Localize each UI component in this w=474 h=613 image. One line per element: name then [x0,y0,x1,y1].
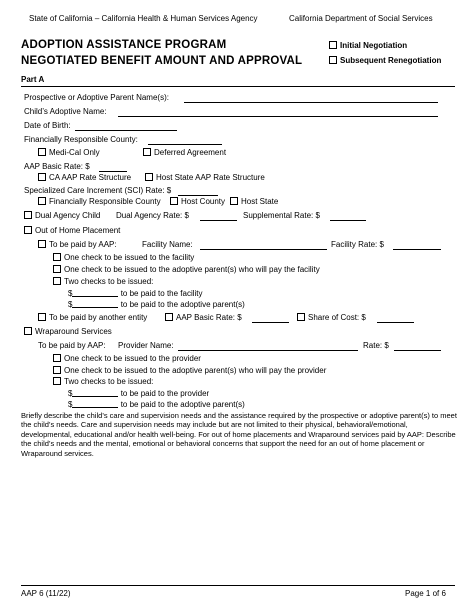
facility-rate-field[interactable] [393,249,441,250]
parent-amount-facility-field[interactable] [72,299,118,308]
medi-cal-option[interactable] [38,148,100,158]
parent-amount-facility-row [68,299,245,310]
out-of-home-label: Out of Home Placement [35,226,121,235]
provider-rate-label: Rate: $ [363,341,389,350]
paid-to-parent-label: to be paid to the adoptive parent(s) [120,400,245,409]
parent-amount-provider-field[interactable] [72,399,118,408]
one-check-parent-facility-checkbox[interactable] [53,265,61,273]
sci-rate-field[interactable] [178,195,218,196]
share-of-cost-label: Share of Cost: $ [308,313,366,322]
facility-rate-label: Facility Rate: $ [331,240,384,249]
child-name-label: Child’s Adoptive Name: [24,107,107,116]
department-header: California Department of Social Services [289,14,433,23]
one-check-parent-provider-label: One check to be issued to the adoptive parent(s) who will pay the provider [64,366,327,375]
dob-label: Date of Birth: [24,121,71,130]
paid-to-facility-label: to be paid to the facility [120,289,203,298]
dollar-sign: $ [68,389,73,398]
needs-description-instructions: Briefly describe the child’s care and supervision needs and the assistance required by the prospective or adoptive parent(s) to meet the child’s needs. Care and supervision needs may include but are not limited to their physical, behavioral/emotional, developmental, educational and/or health well-being. For out of home placements and Wraparound services paid by AAP: Describe the child’s needs and the mental, emotional or behavioral concerns that support the need for an out of home placement or Wraparound services. [21,411,457,458]
host-state-checkbox[interactable] [230,197,238,205]
agency-header: State of California – California Health & Human Services Agency [29,14,258,23]
facility-paid-by-aap-label: To be paid by AAP: [49,240,117,249]
dual-agency-checkbox[interactable] [24,211,32,219]
provider-name-label: Provider Name: [118,341,174,350]
provider-amount-field[interactable] [72,388,118,397]
supplemental-rate-field[interactable] [330,220,366,221]
host-state-rate-label: Host State AAP Rate Structure [156,173,265,182]
supplemental-rate-label: Supplemental Rate: $ [243,211,320,220]
medi-cal-checkbox[interactable] [38,148,46,156]
paid-to-provider-label: to be paid to the provider [120,389,210,398]
dollar-sign: $ [68,300,73,309]
host-county-label: Host County [181,197,226,206]
share-of-cost-checkbox[interactable] [297,313,305,321]
ca-aap-rate-checkbox[interactable] [38,173,46,181]
subsequent-renegotiation-checkbox[interactable] [329,56,337,64]
parent-names-label: Prospective or Adoptive Parent Name(s): [24,93,169,102]
host-state-label: Host State [241,197,279,206]
two-checks-facility-checkbox[interactable] [53,277,61,285]
dollar-sign: $ [68,289,73,298]
host-state-option[interactable] [230,197,278,207]
two-checks-facility-label: Two checks to be issued: [64,277,154,286]
form-title-line1: ADOPTION ASSISTANCE PROGRAM [21,39,227,51]
provider-rate-field[interactable] [394,350,441,351]
paid-by-another-checkbox[interactable] [38,313,46,321]
fin-resp-county-checkbox[interactable] [38,197,46,205]
provider-amount-row [68,388,209,399]
form-id: AAP 6 (11/22) [21,589,71,598]
one-check-parent-facility-option[interactable] [53,265,320,275]
facility-paid-by-aap-checkbox[interactable] [38,240,46,248]
out-of-home-option[interactable] [24,226,120,236]
part-a-rule [21,86,455,87]
provider-name-field[interactable] [178,350,358,351]
one-check-facility-checkbox[interactable] [53,253,61,261]
host-county-option[interactable] [170,197,225,207]
dual-agency-rate-field[interactable] [200,220,237,221]
deferred-agreement-label: Deferred Agreement [154,148,227,157]
host-state-rate-option[interactable] [145,173,265,183]
facility-name-field[interactable] [200,249,327,250]
out-of-home-checkbox[interactable] [24,226,32,234]
aap-basic-rate-field[interactable] [99,171,127,172]
paid-by-another-label: To be paid by another entity [49,313,148,322]
initial-negotiation-option[interactable] [329,41,407,51]
two-checks-provider-option[interactable] [53,377,153,387]
facility-name-label: Facility Name: [142,240,193,249]
initial-negotiation-label: Initial Negotiation [340,41,408,50]
one-check-facility-option[interactable] [53,253,194,263]
host-county-checkbox[interactable] [170,197,178,205]
subsequent-renegotiation-option[interactable] [329,56,441,66]
paid-to-parent-label: to be paid to the adoptive parent(s) [120,300,245,309]
page-number: Page 1 of 6 [405,589,446,598]
sci-rate-label: Specialized Care Increment (SCI) Rate: $ [24,186,172,195]
county-field[interactable] [148,144,222,145]
share-of-cost-option[interactable] [297,313,366,323]
ca-aap-rate-label: CA AAP Rate Structure [49,173,132,182]
fin-resp-county-label: Financially Responsible County [49,197,161,206]
part-a-heading: Part A [21,75,45,84]
dual-agency-rate-label: Dual Agency Rate: $ [116,211,189,220]
another-aap-rate-label: AAP Basic Rate: $ [176,313,242,322]
initial-negotiation-checkbox[interactable] [329,41,337,49]
one-check-facility-label: One check to be issued to the facility [64,253,195,262]
one-check-parent-provider-checkbox[interactable] [53,366,61,374]
dob-field[interactable] [75,130,177,131]
facility-amount-field[interactable] [72,288,118,297]
deferred-agreement-option[interactable] [143,148,226,158]
wraparound-paid-by-aap-label: To be paid by AAP: [38,341,106,350]
footer-rule [21,585,455,586]
deferred-agreement-checkbox[interactable] [143,148,151,156]
another-aap-rate-checkbox[interactable] [165,313,173,321]
host-state-rate-checkbox[interactable] [145,173,153,181]
one-check-parent-provider-option[interactable] [53,366,326,376]
subsequent-renegotiation-label: Subsequent Renegotiation [340,56,442,65]
one-check-provider-option[interactable] [53,354,201,364]
two-checks-provider-checkbox[interactable] [53,377,61,385]
facility-amount-row [68,288,203,299]
parent-names-field[interactable] [184,102,438,103]
fin-resp-county-option[interactable] [38,197,161,207]
one-check-parent-facility-label: One check to be issued to the adoptive parent(s) who will pay the facility [64,265,320,274]
form-title-line2: NEGOTIATED BENEFIT AMOUNT AND APPROVAL [21,55,303,67]
dollar-sign: $ [68,400,73,409]
facility-paid-by-aap-option[interactable] [38,240,117,250]
medi-cal-label: Medi-Cal Only [49,148,100,157]
share-of-cost-field[interactable] [377,322,414,323]
one-check-provider-label: One check to be issued to the provider [64,354,201,363]
dual-agency-option[interactable] [24,211,100,221]
child-name-field[interactable] [118,116,438,117]
wraparound-label: Wraparound Services [35,327,112,336]
ca-aap-rate-option[interactable] [38,173,131,183]
wraparound-option[interactable] [24,327,112,337]
aap-basic-rate-label: AAP Basic Rate: $ [24,162,90,171]
another-aap-rate-field[interactable] [252,322,289,323]
wraparound-checkbox[interactable] [24,327,32,335]
dual-agency-label: Dual Agency Child [35,211,101,220]
one-check-provider-checkbox[interactable] [53,354,61,362]
another-aap-rate-option[interactable] [165,313,242,323]
parent-amount-provider-row [68,399,245,410]
county-label: Financially Responsible County: [24,135,138,144]
two-checks-facility-option[interactable] [53,277,153,287]
paid-by-another-option[interactable] [38,313,147,323]
two-checks-provider-label: Two checks to be issued: [64,377,154,386]
